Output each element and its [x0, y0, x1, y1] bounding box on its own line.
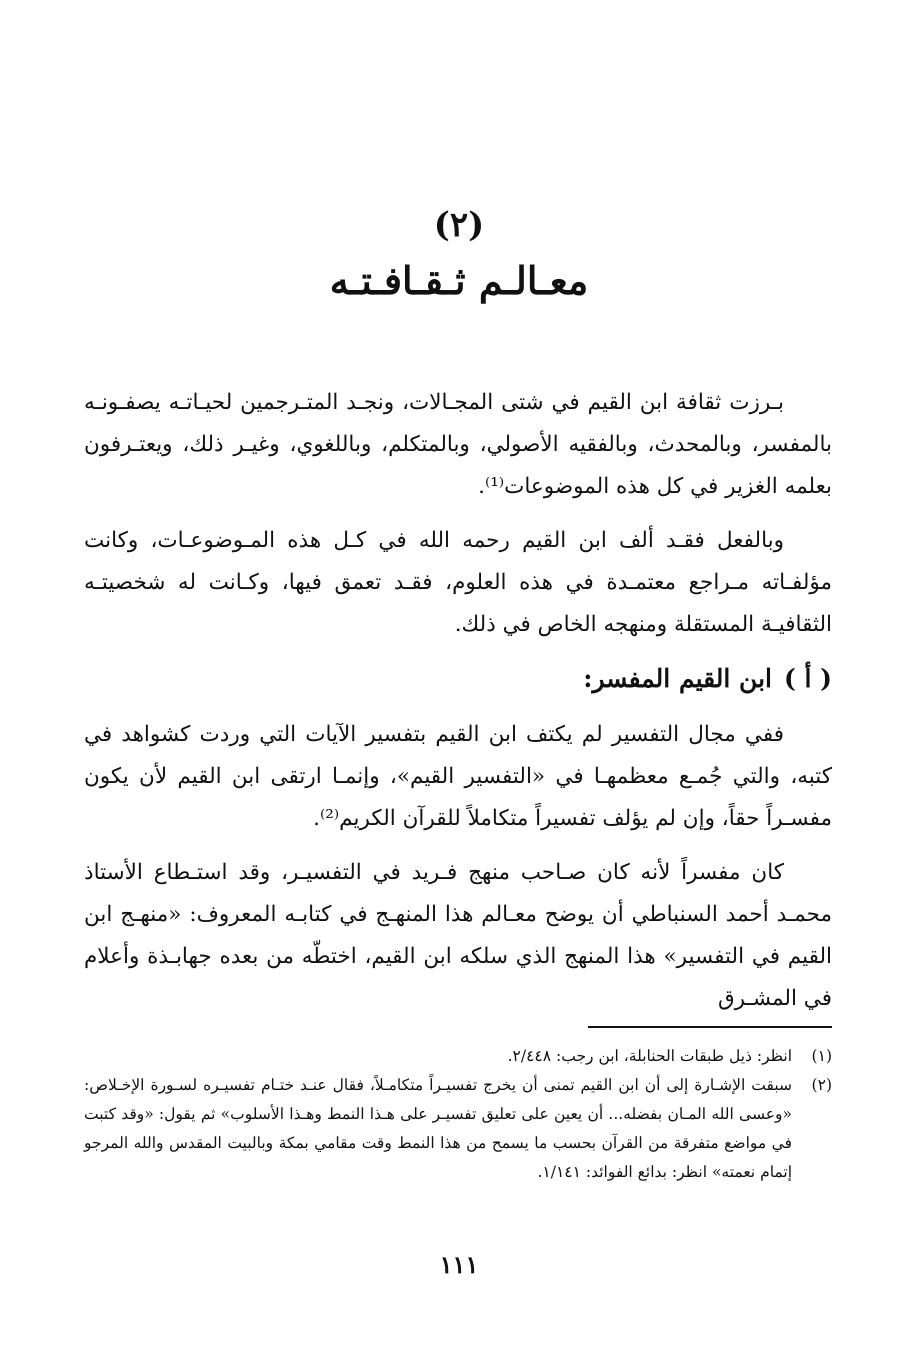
- section-heading: [84, 658, 832, 700]
- main-text: [84, 382, 832, 1032]
- page-number: ١١١: [439, 1250, 479, 1279]
- footnote-text: سبقت الإشـارة إلى أن ابن القيم تمنى أن يخرج تفسيـراً متكامـلاً، فقال عنـد ختـام تفسيـره لسـورة الإخـلاص: «وعسى الله المـان بفضله... أن يعين على تعليق تفسيـر على هـذا النمط وهـذا الأسلوب» ثم يقول: «وقد كتبت في مواضع متفرقة من القرآن بحسب ما يسمح من هذا النمط وقت مقامي بمكة وبالبيت المقدس والله المرجو إتمام نعمته» انظر: بدائع الفوائد: ١/١٤١.: [84, 1076, 792, 1181]
- footnote-number: (٢): [811, 1076, 832, 1094]
- footnote-divider: [588, 1026, 832, 1028]
- footnote-text: انظر: ذيل طبقات الحنابلة، ابن رجب: ٢/٤٤٨.: [507, 1047, 792, 1065]
- paragraph: كان مفسراً لأنه كان صـاحب منهج فـريد في التفسيـر، وقد استـطاع الأستاذ محمـد أحمد السنباطي أن يوضح معـالم هذا المنهـج في كتابـه المعروف: «منهـج ابن القيم في التفسير» هذا المنهج الذي سلكه ابن القيم، اختطّه من بعده جهابـذة وأعلام في المشـرق: [84, 860, 832, 1011]
- footnote: [84, 1071, 832, 1187]
- footnotes: [84, 1042, 832, 1187]
- chapter-title: معـالـم ثـقـافـتـه: [329, 258, 589, 303]
- footnote-number: (١): [811, 1047, 832, 1065]
- paragraph: ففي مجال التفسير لم يكتف ابن القيم بتفسير الآيات التي وردت كشواهد في كتبه، والتي جُمـع معظمهـا في «التفسير القيم»، وإنمـا ارتقى ابن القيم لأن يكون مفسـراً حقاً، وإن لم يؤلف تفسيراً متكاملاً للقرآن الكريم⁽²⁾.: [84, 722, 832, 831]
- footnote: [84, 1042, 832, 1071]
- paragraph: وبالفعل فقـد ألف ابن القيم رحمه الله في كـل هذه المـوضوعـات، وكانت مؤلفـاته مـراجع معتمـدة في هذه العلوم، فقـد تعمق فيها، وكـانت له شخصيتـه الثقافيـة المستقلة ومنهجه الخاص في ذلك.: [84, 528, 832, 637]
- section-letter: ( أ ): [783, 664, 832, 693]
- section-heading-text: ابن القيم المفسر:: [583, 664, 772, 693]
- paragraph: بـرزت ثقافة ابن القيم في شتى المجـالات، ونجـد المتـرجمين لحيـاتـه يصفـونـه بالمفسر، وبالمحدث، وبالفقيه الأصولي، وبالمتكلم، وباللغوي، وغيـر ذلك، ويعتـرفون بعلمه الغزير في كل هذه الموضوعات⁽¹⁾.: [84, 390, 832, 499]
- chapter-number: (٢): [433, 205, 485, 245]
